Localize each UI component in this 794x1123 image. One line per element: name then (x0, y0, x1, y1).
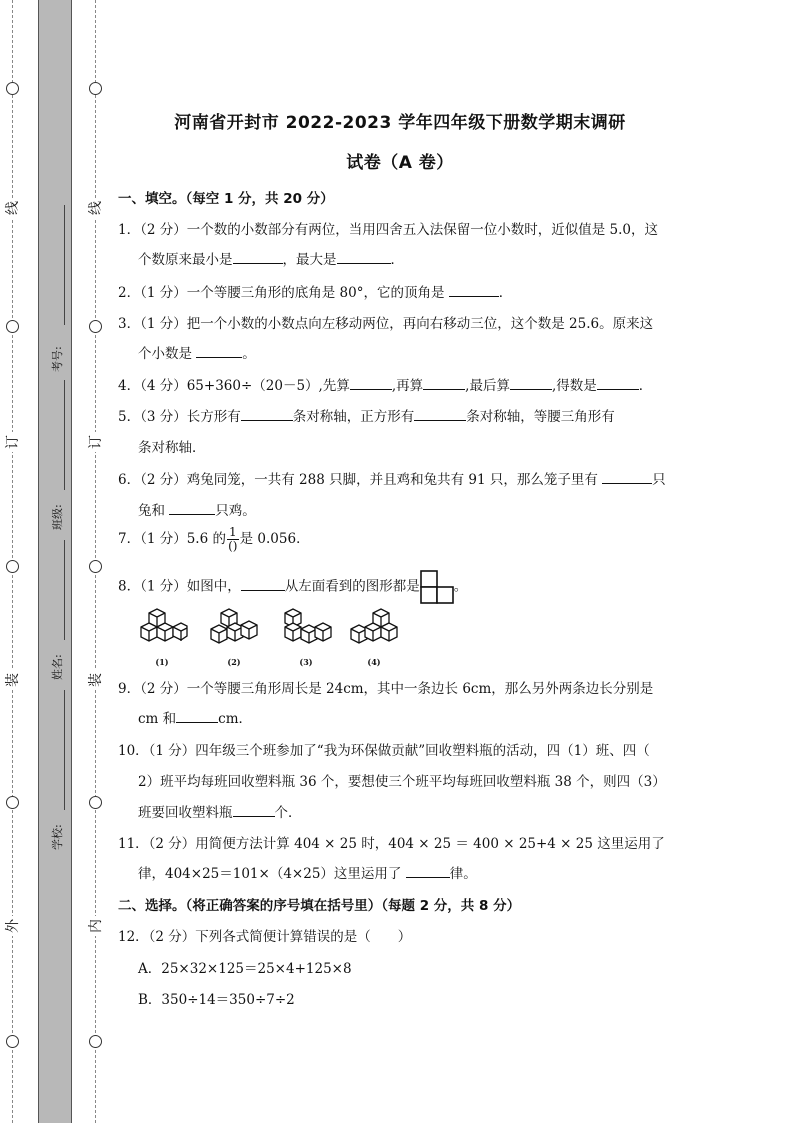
cube-stack-icon (135, 605, 189, 653)
exam-number-label: 考号: (51, 346, 64, 372)
q3-text: 。 (242, 346, 256, 362)
cube-figure-2 (207, 605, 261, 667)
answer-blank[interactable] (233, 804, 275, 817)
punch-hole (6, 1035, 19, 1048)
name-label: 姓名: (51, 654, 64, 680)
q11-text: 律，404×25＝101×（4×25）这里运用了 (138, 866, 402, 882)
cube-stack-icon (347, 605, 401, 653)
q10-line3 (138, 801, 302, 821)
answer-blank[interactable] (602, 471, 652, 484)
q8-text: 。 (453, 578, 468, 595)
q5-line1 (118, 405, 615, 425)
q4-line (118, 374, 652, 394)
inner-char: 装 (85, 670, 105, 690)
exam-number-field[interactable] (64, 205, 65, 325)
exam-title-line2: 试卷（A 卷） (346, 153, 454, 173)
section-heading-fill-in: 一、填空。（每空 1 分，共 20 分） (118, 191, 334, 207)
punch-hole (6, 796, 19, 809)
school-field[interactable] (64, 690, 65, 810)
q1-text: ，最大是 (282, 252, 337, 268)
q9-text: cm． (218, 711, 253, 727)
q4-text: ． (638, 378, 653, 394)
answer-blank[interactable] (414, 408, 466, 421)
q5-line2: 条对称轴． (138, 440, 206, 456)
q6-text: 6．（2 分）鸡兔同笼，一共有 288 只脚，并且鸡和兔共有 91 只，那么笼子里有 (118, 472, 598, 488)
q5-text: 条对称轴，正方形有 (292, 409, 415, 425)
q7-text: 是 0.056． (239, 531, 310, 547)
q5-text: 5．（3 分）长方形有 (118, 409, 241, 425)
q6-text: 只 (652, 472, 666, 488)
class-label: 班级: (51, 504, 64, 530)
inner-char: 线 (85, 198, 105, 218)
answer-blank[interactable] (510, 377, 552, 390)
q10-line2: 2）班平均每班回收塑料瓶 36 个，要想使三个班平均每班回收塑料瓶 38 个，则四（3） (138, 774, 666, 790)
cube-stack-icon (207, 605, 261, 653)
q10-text: 个． (274, 805, 302, 821)
q1-line2 (138, 248, 404, 268)
q9-text: cm 和 (138, 711, 177, 727)
q12-option-b[interactable]: B．350÷14＝350÷7÷2 (138, 992, 295, 1008)
figure-label: (1) (155, 657, 169, 667)
q1-line1: 1．（2 分）一个数的小数部分有两位，当用四舍五入法保留一位小数时，近似值是 5.0，这 (118, 222, 658, 238)
inner-char: 订 (85, 432, 105, 452)
q3-line2 (138, 342, 256, 362)
cube-figures (135, 605, 405, 667)
q8-line (118, 570, 467, 604)
q3-text: 个小数是 (138, 346, 192, 362)
punch-hole (89, 82, 102, 95)
q3-line1: 3．（1 分）把一个小数的小数点向左移动两位，再向右移动三位，这个数是 25.6。原来这 (118, 316, 654, 332)
left-view-squares-icon (420, 570, 454, 604)
answer-blank[interactable] (233, 251, 283, 264)
q11-text: 律。 (449, 866, 477, 882)
answer-blank[interactable] (169, 502, 215, 515)
punch-hole (89, 320, 102, 333)
q8-text: 从左面看到的图形都是 (284, 578, 420, 595)
q6-text: 只鸡。 (215, 503, 256, 519)
q1-text: 个数原来最小是 (138, 252, 233, 268)
cube-figure-1 (135, 605, 189, 667)
q4-text: ,最后算 (465, 378, 510, 394)
answer-blank[interactable] (406, 865, 450, 878)
inner-char: 内 (85, 916, 105, 936)
answer-blank[interactable] (176, 710, 218, 723)
answer-blank[interactable] (196, 345, 242, 358)
punch-hole (6, 320, 19, 333)
answer-blank[interactable] (449, 284, 499, 297)
figure-label: (3) (299, 657, 313, 667)
q2-line (118, 281, 512, 301)
outer-char: 装 (2, 670, 22, 690)
q7-line (118, 526, 310, 553)
q9-line1: 9．（2 分）一个等腰三角形周长是 24cm，其中一条边长 6cm，那么另外两条边长分别是 (118, 681, 654, 697)
q6-line2 (138, 499, 256, 519)
q6-text: 兔和 (138, 503, 165, 519)
figure-label: (4) (367, 657, 381, 667)
fraction-denominator-blank[interactable]: () (228, 539, 238, 553)
exam-title-line1: 河南省开封市 2022-2023 学年四年级下册数学期末调研 (174, 113, 626, 133)
name-field[interactable] (64, 540, 65, 640)
punch-hole (6, 560, 19, 573)
answer-blank[interactable] (241, 408, 293, 421)
answer-blank[interactable] (423, 377, 465, 390)
q10-text: 班要回收塑料瓶 (138, 805, 233, 821)
q2-text: 2．（1 分）一个等腰三角形的底角是 80°，它的顶角是 (118, 285, 445, 301)
q6-line1 (118, 468, 666, 488)
cube-figure-4 (347, 605, 401, 667)
q12-option-a[interactable]: A．25×32×125＝25×4+125×8 (138, 961, 352, 977)
q9-line2 (138, 707, 252, 727)
outer-char: 线 (2, 198, 22, 218)
cube-figure-3 (279, 605, 333, 667)
q8-text: 8．（1 分）如图中， (118, 578, 241, 595)
q4-text: ,得数是 (551, 378, 597, 394)
binding-strip (38, 0, 72, 1123)
q11-line2 (138, 862, 477, 882)
q2-text: ． (498, 285, 513, 301)
school-label: 学校: (51, 824, 64, 850)
answer-blank[interactable] (597, 377, 639, 390)
answer-blank[interactable] (350, 377, 392, 390)
punch-hole (89, 1035, 102, 1048)
q4-text: ,再算 (391, 378, 424, 394)
q11-line1: 11．（2 分）用简便方法计算 404 × 25 时，404 × 25 ＝ 400 × 25+4 × 25 这里运用了 (118, 836, 665, 852)
answer-blank[interactable] (337, 251, 391, 264)
q7-text: 7．（1 分）5.6 的 (118, 531, 226, 547)
outer-char: 订 (2, 432, 22, 452)
fraction-numerator: 1 (228, 525, 237, 539)
cube-stack-icon (279, 605, 333, 653)
q1-text: ． (390, 252, 404, 268)
fraction (227, 526, 239, 553)
section-heading-choice: 二、选择。（将正确答案的序号填在括号里）（每题 2 分，共 8 分） (118, 898, 521, 914)
answer-blank[interactable] (241, 578, 285, 591)
outer-char: 外 (2, 916, 22, 936)
punch-hole (6, 82, 19, 95)
figure-label: (2) (227, 657, 241, 667)
class-field[interactable] (64, 380, 65, 490)
q4-text: 4．（4 分）65+360÷（20－5）,先算 (118, 378, 350, 394)
q5-text: 条对称轴，等腰三角形有 (466, 409, 615, 425)
punch-hole (89, 560, 102, 573)
q10-line1: 10．（1 分）四年级三个班参加了“我为环保做贡献”回收塑料瓶的活动，四（1）班、四（ (118, 743, 650, 759)
q12-line: 12．（2 分）下列各式简便计算错误的是（ ） (118, 929, 412, 945)
punch-hole (89, 796, 102, 809)
